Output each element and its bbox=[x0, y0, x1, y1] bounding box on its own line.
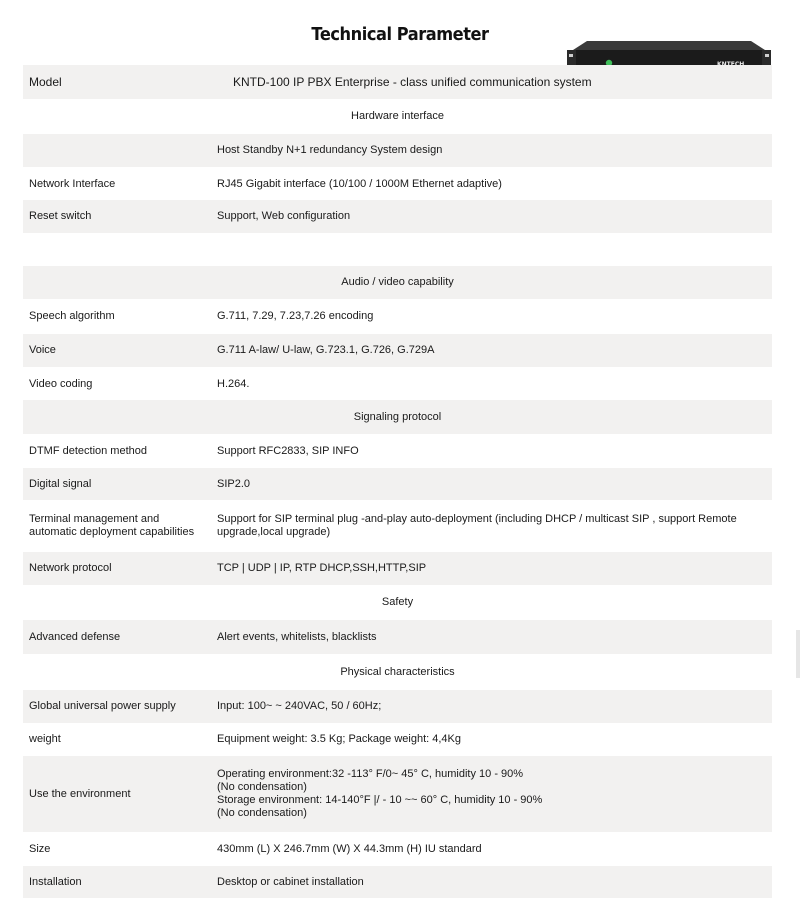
table-row bbox=[23, 756, 772, 832]
value-line: Operating environment:32 -113° F/0~ 45° C, humidity 10 - 90% bbox=[217, 768, 524, 780]
param-value: G.711, 7.29, 7.23,7.26 encoding bbox=[217, 310, 374, 322]
table-row bbox=[23, 300, 772, 333]
param-label: DTMF detection method bbox=[29, 444, 147, 457]
value-line: (No condensation) bbox=[217, 781, 307, 793]
param-value: RJ45 Gigabit interface (10/100 / 1000M Ethernet adaptive) bbox=[217, 177, 502, 190]
page-title: Technical Parameter bbox=[311, 24, 489, 45]
table-row bbox=[23, 134, 772, 167]
param-value-multiline bbox=[217, 768, 757, 820]
param-label: Installation bbox=[29, 875, 82, 888]
param-label: Network Interface bbox=[29, 177, 116, 190]
param-label: Digital signal bbox=[29, 477, 92, 490]
value-line: (No condensation) bbox=[217, 807, 307, 819]
table-row bbox=[23, 552, 772, 585]
param-label: Global universal power supply bbox=[29, 700, 176, 712]
section-title: Signaling protocol bbox=[353, 410, 442, 423]
param-value: Input: 100~ ~ 240VAC, 50 / 60Hz; bbox=[217, 700, 382, 712]
param-value: Alert events, whitelists, blacklists bbox=[217, 630, 377, 643]
table-row bbox=[23, 368, 772, 400]
param-label: Video coding bbox=[29, 377, 93, 390]
param-value: Host Standby N+1 redundancy System design bbox=[217, 144, 443, 156]
param-label: Reset switch bbox=[29, 210, 92, 222]
edge-divider bbox=[796, 630, 800, 678]
param-value: Desktop or cabinet installation bbox=[217, 875, 364, 888]
section-title: Physical characteristics bbox=[340, 665, 455, 678]
param-value: G.711 A-law/ U-law, G.723.1, G.726, G.729A bbox=[217, 344, 435, 356]
param-label: weight bbox=[29, 732, 61, 745]
param-label: Network protocol bbox=[29, 562, 112, 574]
model-label: Model bbox=[29, 74, 62, 89]
table-row bbox=[23, 866, 772, 898]
param-value: H.264. bbox=[217, 377, 250, 390]
section-audio-video bbox=[23, 266, 772, 299]
param-value: Support RFC2833, SIP INFO bbox=[217, 444, 359, 457]
param-label: Speech algorithm bbox=[29, 310, 115, 322]
table-row bbox=[23, 620, 772, 654]
section-signaling-protocol bbox=[23, 400, 772, 434]
section-title: Hardware interface bbox=[351, 110, 444, 122]
param-label: Use the environment bbox=[29, 787, 131, 800]
param-label: Advanced defense bbox=[29, 630, 121, 643]
param-value: Support for SIP terminal plug -and-play auto-deployment (including DHCP / multicast SIP , support Remote upgrade,local upgrade) bbox=[217, 513, 737, 538]
value-line: Storage environment: 14-140°F |/ - 10 ~~ 60° C, humidity 10 - 90% bbox=[217, 794, 543, 806]
param-label: Size bbox=[29, 842, 51, 855]
table-row bbox=[23, 200, 772, 233]
section-hardware-interface bbox=[23, 100, 772, 133]
table-row bbox=[23, 723, 772, 755]
section-title: Audio / video capability bbox=[341, 276, 454, 288]
param-value: TCP | UDP | IP, RTP DHCP,SSH,HTTP,SIP bbox=[217, 562, 427, 574]
table-row bbox=[23, 501, 772, 551]
param-value: Support, Web configuration bbox=[217, 210, 351, 222]
table-row bbox=[23, 168, 772, 200]
param-label: Voice bbox=[29, 344, 56, 356]
model-row bbox=[23, 65, 772, 99]
table-row bbox=[23, 334, 772, 367]
param-value: Equipment weight: 3.5 Kg; Package weight: 4,4Kg bbox=[217, 732, 461, 745]
param-value: 430mm (L) X 246.7mm (W) X 44.3mm (H) IU standard bbox=[217, 842, 482, 855]
section-safety bbox=[23, 586, 772, 619]
param-label: Terminal management and automatic deployment capabilities bbox=[29, 513, 195, 538]
table-row bbox=[23, 468, 772, 500]
table-row bbox=[23, 435, 772, 467]
section-title: Safety bbox=[381, 596, 414, 608]
table-row bbox=[23, 690, 772, 723]
param-value: SIP2.0 bbox=[217, 477, 251, 490]
table-row bbox=[23, 833, 772, 865]
section-physical-characteristics bbox=[23, 655, 772, 689]
model-value: KNTD-100 IP PBX Enterprise - class unified communication system bbox=[233, 74, 592, 89]
